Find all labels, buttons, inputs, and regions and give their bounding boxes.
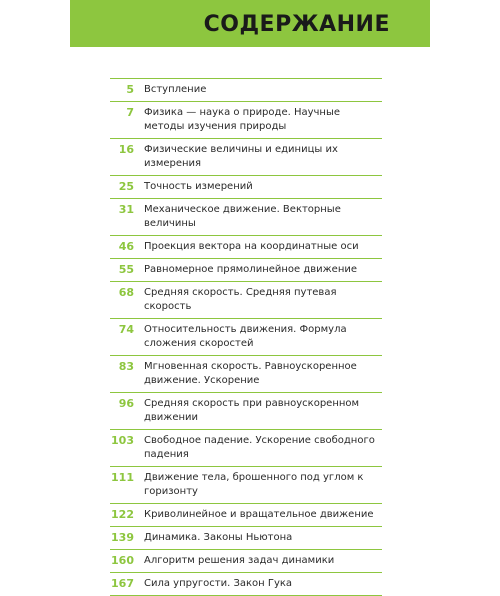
toc-page-number: 55 [118,263,134,276]
toc-page-number: 96 [118,397,134,410]
toc-entry-title: Физические величины и единицы их измерения [144,144,338,169]
toc-entry-title: Движение тела, брошенного под углом к горизонту [144,472,364,497]
toc-entry-title: Сила упругости. Закон Гука [144,578,293,589]
toc-page-number: 74 [118,323,134,336]
toc-row [110,573,382,596]
toc-row [110,282,382,319]
toc-row [110,139,382,176]
toc-page-number: 160 [111,554,134,567]
toc-entry-title: Средняя скорость при равноускоренном движении [144,398,360,423]
toc-page-number: 167 [111,577,134,590]
toc-entry-title: Средняя скорость. Средняя путевая скорость [144,287,337,312]
toc-row [110,236,382,259]
toc-entry-title: Вступление [144,84,207,95]
toc-row [110,176,382,199]
toc-entry-title: Динамика. Законы Ньютона [144,532,293,543]
toc-page-number: 111 [111,471,134,484]
toc-page-number: 25 [118,180,134,193]
toc-page-number: 68 [118,286,134,299]
toc-entry-title: Физика — наука о природе. Научные методы изучения природы [144,107,341,132]
toc-row [110,319,382,356]
toc-page-number: 103 [111,434,134,447]
toc-row [110,79,382,102]
toc-row [110,199,382,236]
toc-row [110,504,382,527]
toc-entry-title: Свободное падение. Ускорение свободного падения [144,435,375,460]
toc-entry-title: Мгновенная скорость. Равноускоренное движение. Ускорение [144,361,357,386]
toc-page-number: 122 [111,508,134,521]
toc-page-number: 5 [126,83,134,96]
toc-row [110,393,382,430]
toc-row [110,356,382,393]
header-band [70,0,430,47]
toc-entry-title: Криволинейное и вращательное движение [144,509,374,520]
toc-page-number: 139 [111,531,134,544]
toc-row [110,259,382,282]
toc-page-number: 31 [118,203,134,216]
toc-row [110,102,382,139]
toc-entry-title: Точность измерений [144,181,253,192]
toc-entry-title: Алгоритм решения задач динамики [144,555,335,566]
toc-row [110,550,382,573]
toc-row [110,467,382,504]
toc-row [110,430,382,467]
toc-entry-title: Равномерное прямолинейное движение [144,264,358,275]
table-of-contents [110,78,382,596]
toc-entry-title: Механическое движение. Векторные величины [144,204,341,229]
toc-entry-title: Проекция вектора на координатные оси [144,241,359,252]
toc-page-number: 16 [118,143,134,156]
toc-entry-title: Относительность движения. Формула сложения скоростей [144,324,347,349]
toc-row [110,527,382,550]
toc-page-number: 7 [126,106,134,119]
toc-page-number: 46 [118,240,134,253]
page-title: СОДЕРЖАНИЕ [203,12,390,37]
toc-page-number: 83 [118,360,134,373]
